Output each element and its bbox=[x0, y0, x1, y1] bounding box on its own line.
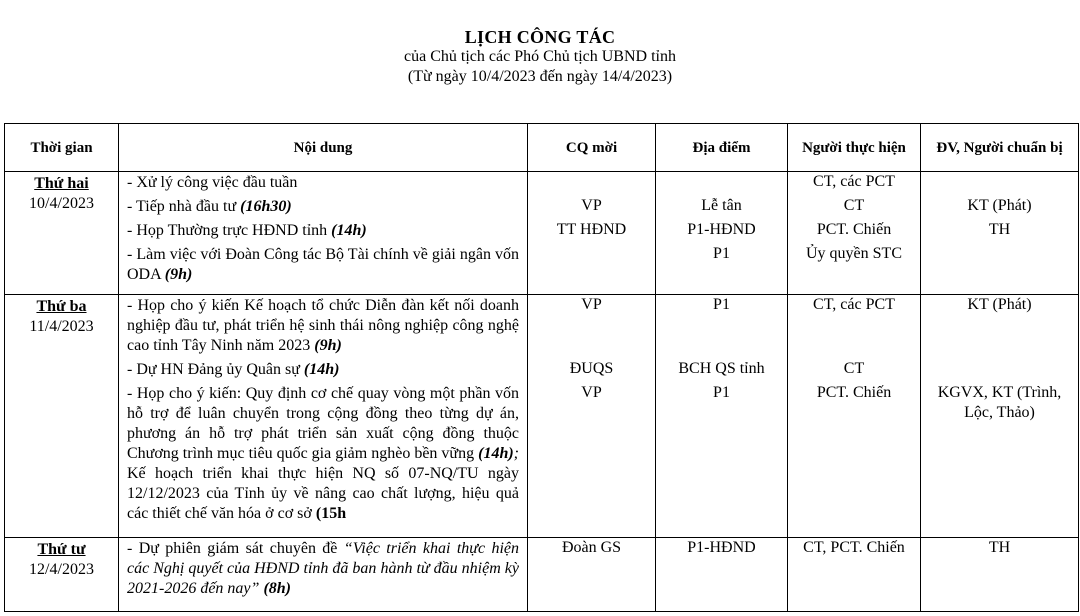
preparer-cell: TH bbox=[921, 538, 1079, 612]
col-header-content: Nội dung bbox=[119, 124, 528, 172]
day-date: 12/4/2023 bbox=[29, 561, 94, 578]
content-cell bbox=[119, 295, 528, 538]
day-cell bbox=[5, 538, 119, 612]
list-item: - Làm việc với Đoàn Công tác Bộ Tài chính về giải ngân vốn ODA (9h) bbox=[127, 246, 519, 283]
content-cell bbox=[119, 172, 528, 295]
list-item: - Tiếp nhà đầu tư (16h30) bbox=[127, 198, 292, 215]
day-cell bbox=[5, 172, 119, 295]
list-item: - Họp Thường trực HĐND tỉnh (14h) bbox=[127, 222, 367, 239]
day-date: 11/4/2023 bbox=[29, 318, 94, 335]
page-subtitle: của Chủ tịch các Phó Chủ tịch UBND tỉnh bbox=[404, 48, 676, 65]
inviting-agency-cell: VP TT HĐND bbox=[528, 172, 656, 295]
col-header-executor: Người thực hiện bbox=[788, 124, 921, 172]
table-row bbox=[5, 538, 1079, 612]
col-header-location: Địa điểm bbox=[656, 124, 788, 172]
col-header-inviting-agency: CQ mời bbox=[528, 124, 656, 172]
location-cell: P1 BCH QS tỉnh P1 bbox=[656, 295, 788, 538]
day-name: Thứ ba bbox=[36, 298, 87, 315]
schedule-table bbox=[4, 123, 1079, 612]
table-row bbox=[5, 172, 1079, 295]
date-range: (Từ ngày 10/4/2023 đến ngày 14/4/2023) bbox=[407, 68, 673, 85]
preparer-cell: KT (Phát) TH bbox=[921, 172, 1079, 295]
list-item: - Họp cho ý kiến: Quy định cơ chế quay vòng một phần vốn hỗ trợ để luân chuyển trong cộng đồng theo từng dự án, phương án hỗ trợ phát triển sản xuất cộng đồng thuộc Chương trình mục tiêu quốc gia giảm nghèo bền vững (14h); Kế hoạch triển khai thực hiện NQ số 07-NQ/TU ngày 12/12/2023 của Tỉnh ủy về nâng cao chất lượng, hiệu quả các thiết chế văn hóa ở cơ sở (15h bbox=[127, 385, 519, 522]
inviting-agency-cell: Đoàn GS bbox=[528, 538, 656, 612]
list-item: - Họp cho ý kiến Kế hoạch tổ chức Diễn đàn kết nối doanh nghiệp đầu tư, phát triển hệ sinh thái nông nghiệp công nghệ cao tỉnh Tây Ninh năm 2023 (9h) bbox=[127, 297, 519, 354]
col-header-preparer: ĐV, Người chuẩn bị bbox=[921, 124, 1079, 172]
list-item: - Dự phiên giám sát chuyên đề “Việc triển khai thực hiện các Nghị quyết của HĐND tỉnh đã ban hành từ đầu nhiệm kỳ 2021-2026 đến nay” (8h) bbox=[127, 540, 520, 597]
executor-cell: CT, PCT. Chiến bbox=[788, 538, 921, 612]
day-cell bbox=[5, 295, 119, 538]
table-header-row bbox=[5, 124, 1079, 172]
executor-cell: CT, các PCT CT PCT. Chiến Ủy quyền STC bbox=[788, 172, 921, 295]
day-name: Thứ hai bbox=[34, 175, 89, 192]
day-date: 10/4/2023 bbox=[29, 195, 94, 212]
list-item: - Dự HN Đảng ủy Quân sự (14h) bbox=[127, 361, 340, 378]
inviting-agency-cell: VP ĐUQS VP bbox=[528, 295, 656, 538]
table-row bbox=[5, 295, 1079, 538]
col-header-time: Thời gian bbox=[5, 124, 119, 172]
list-item: - Xử lý công việc đầu tuần bbox=[127, 174, 298, 191]
executor-cell: CT, các PCT CT PCT. Chiến bbox=[788, 295, 921, 538]
location-cell: P1-HĐND bbox=[656, 538, 788, 612]
preparer-cell: KT (Phát) KGVX, KT (Trình, Lộc, Thảo) bbox=[921, 295, 1079, 538]
page-title: LỊCH CÔNG TÁC bbox=[464, 27, 616, 47]
location-cell: Lễ tân P1-HĐND P1 bbox=[656, 172, 788, 295]
content-cell bbox=[119, 538, 528, 612]
day-name: Thứ tư bbox=[37, 541, 86, 558]
